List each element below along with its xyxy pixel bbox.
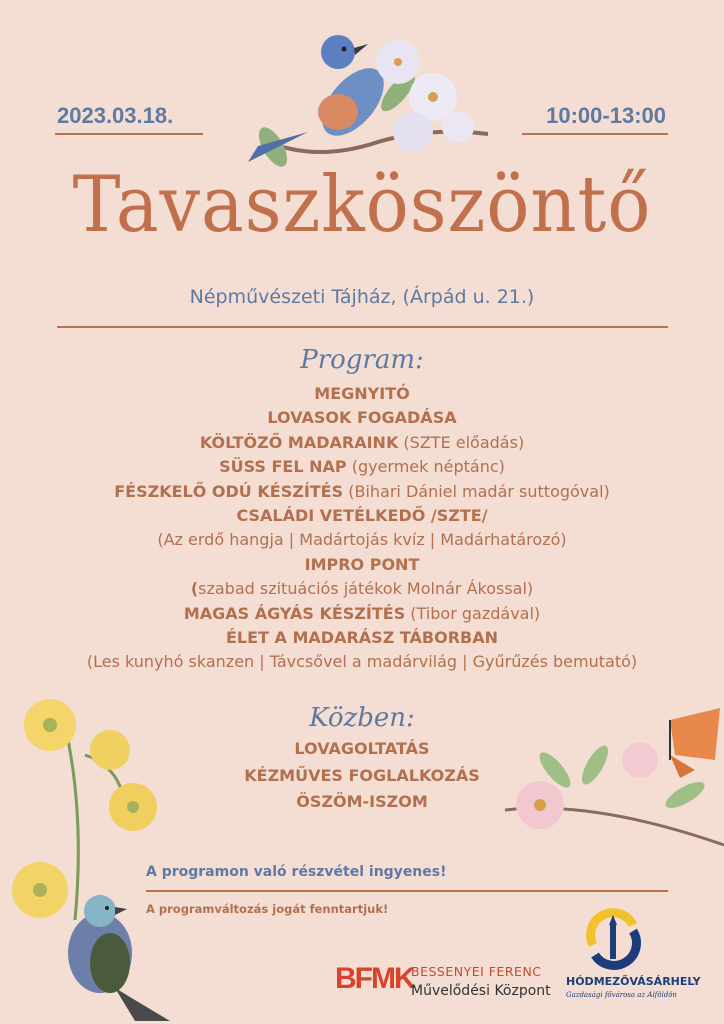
program-item	[0, 431, 724, 455]
butterfly-blossom-illustration	[495, 700, 724, 860]
venue-underline	[57, 326, 668, 328]
program-item-detail: (gyermek néptánc)	[346, 457, 505, 477]
bfmk-subtitle: Művelődési Központ	[411, 983, 551, 999]
program-item	[0, 528, 724, 552]
program-item-detail: (Bihari Dániel madár suttogóval)	[343, 481, 610, 501]
event-title: Tavaszköszöntő	[72, 160, 652, 250]
event-time: 10:00-13:00	[546, 103, 666, 128]
program-item-title: SÜSS FEL NAP	[219, 457, 347, 477]
program-item-title: IMPRO PONT	[304, 554, 420, 574]
program-item-detail: (Les kunyhó skanzen | Távcsővel a madárvilág | Gyűrűzés bemutató)	[86, 652, 638, 672]
hodmezovasarhely-tagline: Gazdasági fővárosa az Alföldön	[566, 991, 677, 999]
bird-blossom-illustration	[228, 22, 498, 172]
program-heading: Program:	[300, 345, 424, 375]
program-item	[0, 577, 724, 601]
program-list	[0, 382, 724, 675]
program-item	[0, 480, 724, 504]
meanwhile-item: KÉZMŰVES FOGLALKOZÁS	[244, 765, 480, 785]
program-item	[0, 626, 724, 650]
program-item-title: FÉSZKELŐ ODÚ KÉSZÍTÉS	[114, 481, 344, 501]
hodmezovasarhely-logo-icon	[583, 905, 643, 971]
program-item-detail: (SZTE előadás)	[398, 432, 525, 452]
time-underline	[522, 133, 668, 135]
program-item	[0, 602, 724, 626]
program-item-detail: szabad szituációs játékok Molnár Ákossal)	[198, 579, 534, 599]
program-item-title: CSALÁDI VETÉLKEDŐ /SZTE/	[236, 506, 488, 526]
date-underline	[55, 133, 203, 135]
program-change-note: A programváltozás jogát fenntartjuk!	[146, 902, 389, 916]
program-item-title: (	[190, 579, 199, 599]
bfmk-name: BESSENYEI FERENC	[411, 964, 542, 979]
program-item-title: LOVASOK FOGADÁSA	[267, 408, 457, 428]
hodmezovasarhely-name: HÓDMEZŐVÁSÁRHELY	[566, 975, 701, 988]
meanwhile-heading: Közben:	[309, 703, 415, 733]
program-item	[0, 553, 724, 577]
program-item-title: MAGAS ÁGYÁS KÉSZÍTÉS	[183, 603, 406, 623]
program-item-title: MEGNYITÓ	[314, 384, 410, 403]
event-date: 2023.03.18.	[57, 103, 174, 128]
footer-rule	[146, 890, 668, 892]
program-item-detail: (Tibor gazdával)	[405, 603, 541, 623]
meanwhile-item: ÖSZÖM-ISZOM	[296, 792, 428, 811]
program-item	[0, 382, 724, 406]
program-item	[0, 650, 724, 674]
program-item-detail: (Az erdő hangja | Madártojás kvíz | Madárhatározó)	[157, 530, 567, 550]
program-item-title: ÉLET A MADARÁSZ TÁBORBAN	[226, 628, 498, 648]
program-item	[0, 455, 724, 479]
program-item	[0, 406, 724, 430]
event-venue: Népművészeti Tájház, (Árpád u. 21.)	[189, 286, 535, 308]
program-item-title: KÖLTÖZŐ MADARAINK	[199, 432, 399, 452]
meanwhile-item: LOVAGOLTATÁS	[294, 739, 430, 758]
free-participation-note: A programon való részvétel ingyenes!	[146, 864, 447, 880]
bfmk-logo: BFMK	[335, 962, 414, 995]
program-item	[0, 504, 724, 528]
